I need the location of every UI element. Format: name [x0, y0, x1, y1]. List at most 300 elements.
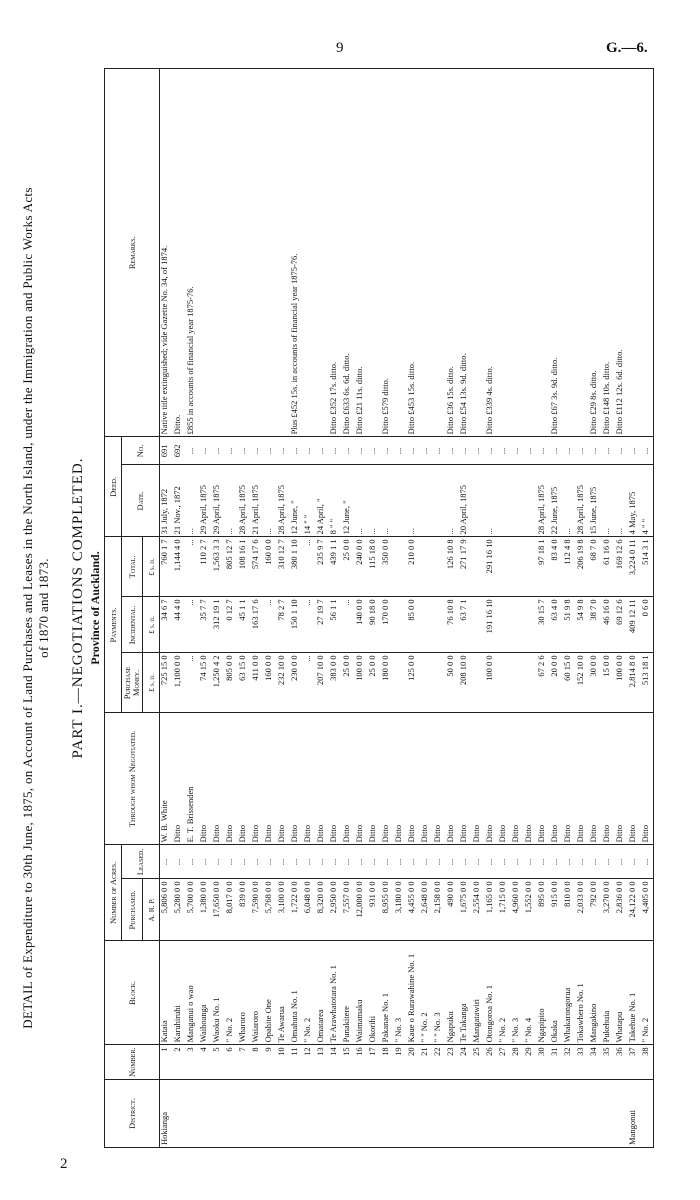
cell-block: Opahite One: [264, 941, 277, 1045]
cell-acres: 810 0 0: [563, 879, 576, 941]
cell-tot: 271 17 9: [459, 537, 472, 597]
cell-n: 19: [394, 1045, 407, 1080]
cell-remarks: Ditto £579 ditto.: [381, 69, 394, 437]
cell-inc: [420, 597, 433, 653]
cell-through: Ditto: [524, 713, 537, 845]
cell-block: Tokawhero No. 1: [576, 941, 589, 1045]
cell-through: Ditto: [459, 713, 472, 845]
cell-no: ...: [628, 437, 641, 465]
col-block: Block.: [105, 941, 160, 1045]
cell-n: 20: [407, 1045, 420, 1080]
cell-tot: ...: [303, 537, 316, 597]
cell-through: Ditto: [511, 713, 524, 845]
col-through: Through whom Negotiated.: [105, 713, 160, 845]
table-row: [550, 69, 563, 1148]
cell-date: 15 June, 1875: [589, 465, 602, 537]
cell-pm: 383 0 0: [329, 653, 342, 713]
cell-n: 21: [420, 1045, 433, 1080]
cell-remarks: [563, 69, 576, 437]
cell-no: ...: [550, 437, 563, 465]
table-row: [173, 69, 186, 1148]
cell-leased: ...: [615, 845, 628, 879]
cell-date: ...: [355, 465, 368, 537]
cell-district: [563, 1080, 576, 1148]
cell-block: Takehue No. 1: [628, 941, 641, 1045]
cell-date: ...: [407, 465, 420, 537]
cell-acres: 2,554 0 0: [472, 879, 485, 941]
cell-block: Waihoanga: [199, 941, 212, 1045]
cell-inc: 51 9 8: [563, 597, 576, 653]
cell-leased: ...: [537, 845, 550, 879]
cell-through: Ditto: [563, 713, 576, 845]
table-row: [420, 69, 433, 1148]
cell-district: [394, 1080, 407, 1148]
cell-no: ...: [641, 437, 654, 465]
cell-pm: 232 10 0: [277, 653, 290, 713]
cell-pm: ...: [186, 653, 199, 713]
cell-acres: 839 0 0: [238, 879, 251, 941]
cell-tot: 805 12 7: [225, 537, 238, 597]
cell-remarks: [511, 69, 524, 437]
cell-district: [290, 1080, 303, 1148]
table-row: [394, 69, 407, 1148]
cell-district: [459, 1080, 472, 1148]
cell-acres: 2,950 0 0: [329, 879, 342, 941]
cell-n: 25: [472, 1045, 485, 1080]
col-district: District.: [105, 1080, 160, 1148]
table-row: [316, 69, 329, 1148]
col-total: Total.: [122, 537, 143, 597]
cell-n: 11: [290, 1045, 303, 1080]
cell-acres: 1,722 0 0: [290, 879, 303, 941]
col-purchase-money: Purchase Money.: [122, 653, 143, 713]
cell-acres: 5,280 0 0: [173, 879, 186, 941]
cell-district: [485, 1080, 498, 1148]
cell-date: 24 April, ": [316, 465, 329, 537]
cell-tot: 240 0 0: [355, 537, 368, 597]
cell-n: 5: [212, 1045, 225, 1080]
cell-no: ...: [537, 437, 550, 465]
cell-leased: ...: [511, 845, 524, 879]
cell-through: W. B. White: [160, 713, 173, 845]
cell-block: Okorihi: [368, 941, 381, 1045]
cell-pm: [394, 653, 407, 713]
cell-remarks: [225, 69, 238, 437]
cell-inc: 35 7 7: [199, 597, 212, 653]
cell-remarks: Ditto £21 11s. ditto.: [355, 69, 368, 437]
cell-acres: 2,836 0 0: [615, 879, 628, 941]
cell-acres: 1,715 0 0: [498, 879, 511, 941]
cell-tot: 514 3 1: [641, 537, 654, 597]
cell-inc: [524, 597, 537, 653]
cell-block: Whatapu: [615, 941, 628, 1045]
cell-remarks: [316, 69, 329, 437]
cell-remarks: Ditto £148 10s. ditto.: [602, 69, 615, 437]
cell-through: Ditto: [212, 713, 225, 845]
cell-block: Te Arawhatotara No. 1: [329, 941, 342, 1045]
cell-block: " No. 3: [394, 941, 407, 1045]
land-purchase-table: [104, 68, 654, 1148]
col-acres: Number of Acres.: [105, 845, 122, 941]
table-row: [342, 69, 355, 1148]
cell-district: [615, 1080, 628, 1148]
cell-through: Ditto: [303, 713, 316, 845]
cell-leased: ...: [303, 845, 316, 879]
cell-block: Pukehuia: [602, 941, 615, 1045]
cell-district: [641, 1080, 654, 1148]
cell-pm: 1,100 0 0: [173, 653, 186, 713]
unit-lsd-incidental: £ s. d.: [143, 597, 160, 653]
cell-block: Punakitere: [342, 941, 355, 1045]
cell-no: ...: [576, 437, 589, 465]
cell-n: 31: [550, 1045, 563, 1080]
cell-leased: ...: [641, 845, 654, 879]
table-row: [628, 69, 641, 1148]
cell-inc: 46 16 0: [602, 597, 615, 653]
cell-date: [433, 465, 446, 537]
cell-remarks: Ditto.: [173, 69, 186, 437]
cell-no: ...: [381, 437, 394, 465]
cell-tot: 83 4 0: [550, 537, 563, 597]
cell-n: 9: [264, 1045, 277, 1080]
cell-acres: 17,650 0 0: [212, 879, 225, 941]
cell-acres: 2,158 0 0: [433, 879, 446, 941]
cell-no: ...: [290, 437, 303, 465]
cell-date: [472, 465, 485, 537]
table-row: [472, 69, 485, 1148]
cell-tot: 61 16 0: [602, 537, 615, 597]
cell-n: 18: [381, 1045, 394, 1080]
cell-block: Manganui o wao: [186, 941, 199, 1045]
cell-pm: 208 10 0: [459, 653, 472, 713]
cell-acres: 24,122 0 0: [628, 879, 641, 941]
cell-n: 23: [446, 1045, 459, 1080]
cell-leased: ...: [173, 845, 186, 879]
cell-acres: 915 0 0: [550, 879, 563, 941]
cell-through: Ditto: [368, 713, 381, 845]
cell-pm: [511, 653, 524, 713]
cell-remarks: [576, 69, 589, 437]
cell-n: 35: [602, 1045, 615, 1080]
cell-inc: 191 16 10: [485, 597, 498, 653]
cell-leased: ...: [368, 845, 381, 879]
cell-tot: [511, 537, 524, 597]
cell-no: 692: [173, 437, 186, 465]
cell-date: 28 April, 1875: [277, 465, 290, 537]
cell-inc: ...: [342, 597, 355, 653]
cell-block: Otongoroa No. 1: [485, 941, 498, 1045]
cell-block: " No. 4: [524, 941, 537, 1045]
cell-date: ...: [563, 465, 576, 537]
cell-through: Ditto: [576, 713, 589, 845]
cell-inc: [511, 597, 524, 653]
cell-acres: 3,100 0 0: [277, 879, 290, 941]
cell-acres: 5,768 0 0: [264, 879, 277, 941]
cell-n: 4: [199, 1045, 212, 1080]
cell-date: ...: [602, 465, 615, 537]
cell-n: 13: [316, 1045, 329, 1080]
cell-block: " " No. 3: [433, 941, 446, 1045]
cell-tot: [394, 537, 407, 597]
col-remarks: Remarks.: [105, 69, 160, 437]
cell-inc: 0 6 0: [641, 597, 654, 653]
cell-tot: 235 9 7: [316, 537, 329, 597]
cell-pm: 67 2 6: [537, 653, 550, 713]
cell-acres: 12,000 0 0: [355, 879, 368, 941]
cell-leased: ...: [355, 845, 368, 879]
cell-remarks: Ditto £352 17s. ditto.: [329, 69, 342, 437]
cell-district: [342, 1080, 355, 1148]
cell-tot: 97 18 1: [537, 537, 550, 597]
cell-n: 7: [238, 1045, 251, 1080]
cell-through: Ditto: [381, 713, 394, 845]
table-row: [381, 69, 394, 1148]
cell-no: ...: [394, 437, 407, 465]
cell-leased: ...: [342, 845, 355, 879]
cell-remarks: £855 in accounts of financial year 1875-76.: [186, 69, 199, 437]
cell-no: ...: [251, 437, 264, 465]
cell-block: Ngapuku: [446, 941, 459, 1045]
unit-lsd-total: £ s. d.: [143, 537, 160, 597]
heading-line-1: DETAIL of Expenditure to 30th June, 1875, on Account of Land Purchases and Leases in the North Island, under the Immigration and Public Works Acts: [20, 187, 35, 1029]
cell-date: 31 July, 1872: [160, 465, 173, 537]
cell-pm: 411 0 0: [251, 653, 264, 713]
cell-through: Ditto: [342, 713, 355, 845]
cell-inc: 90 18 0: [368, 597, 381, 653]
cell-pm: 725 15 0: [160, 653, 173, 713]
cell-acres: 7,590 0 0: [251, 879, 264, 941]
heading-line-2: of 1870 and 1873.: [36, 558, 51, 658]
cell-inc: 63 4 0: [550, 597, 563, 653]
cell-district: [602, 1080, 615, 1148]
cell-no: ...: [589, 437, 602, 465]
cell-date: 20 April, 1875: [459, 465, 472, 537]
table-row: [485, 69, 498, 1148]
cell-tot: [498, 537, 511, 597]
cell-district: [537, 1080, 550, 1148]
cell-through: Ditto: [316, 713, 329, 845]
cell-district: [550, 1080, 563, 1148]
cell-date: [498, 465, 511, 537]
cell-inc: [433, 597, 446, 653]
cell-pm: [498, 653, 511, 713]
cell-remarks: [264, 69, 277, 437]
cell-inc: 312 19 1: [212, 597, 225, 653]
cell-n: 26: [485, 1045, 498, 1080]
cell-remarks: [199, 69, 212, 437]
cell-block: " " No. 2: [420, 941, 433, 1045]
cell-leased: ...: [277, 845, 290, 879]
cell-pm: [433, 653, 446, 713]
cell-no: ...: [329, 437, 342, 465]
table-row: [199, 69, 212, 1148]
cell-leased: ...: [212, 845, 225, 879]
cell-leased: ...: [238, 845, 251, 879]
cell-district: [589, 1080, 602, 1148]
cell-block: " No. 3: [511, 941, 524, 1045]
table-row: [576, 69, 589, 1148]
cell-acres: 490 0 0: [446, 879, 459, 941]
cell-acres: 5,806 0 0: [160, 879, 173, 941]
cell-n: 24: [459, 1045, 472, 1080]
cell-through: Ditto: [433, 713, 446, 845]
cell-district: Mangonui: [628, 1080, 641, 1148]
cell-district: [368, 1080, 381, 1148]
cell-leased: ...: [576, 845, 589, 879]
cell-district: [303, 1080, 316, 1148]
cell-date: 28 April, 1875: [576, 465, 589, 537]
cell-block: Whakarongorua: [563, 941, 576, 1045]
cell-remarks: [303, 69, 316, 437]
cell-pm: 805 0 0: [225, 653, 238, 713]
cell-block: Karuhiruhi: [173, 941, 186, 1045]
cell-through: Ditto: [290, 713, 303, 845]
table-row: [264, 69, 277, 1148]
cell-inc: 78 2 7: [277, 597, 290, 653]
table-row: [589, 69, 602, 1148]
cell-through: Ditto: [394, 713, 407, 845]
cell-tot: [472, 537, 485, 597]
table-row: [160, 69, 173, 1148]
cell-pm: ...: [303, 653, 316, 713]
cell-tot: 115 18 0: [368, 537, 381, 597]
cell-pm: 125 0 0: [407, 653, 420, 713]
cell-leased: ...: [290, 845, 303, 879]
cell-leased: ...: [498, 845, 511, 879]
table-row: [238, 69, 251, 1148]
cell-pm: 230 0 0: [290, 653, 303, 713]
cell-tot: 108 16 1: [238, 537, 251, 597]
cell-district: [212, 1080, 225, 1148]
cell-acres: 6,048 0 0: [303, 879, 316, 941]
cell-through: Ditto: [446, 713, 459, 845]
cell-block: " No. 2: [303, 941, 316, 1045]
cell-acres: 3,270 0 0: [602, 879, 615, 941]
province-title: Province of Auckland.: [88, 551, 102, 665]
cell-remarks: Ditto £453 15s. ditto.: [407, 69, 420, 437]
cell-remarks: Ditto £112 12s. 6d. ditto.: [615, 69, 628, 437]
cell-date: 28 April, 1875: [537, 465, 550, 537]
cell-tot: [433, 537, 446, 597]
cell-leased: ...: [420, 845, 433, 879]
cell-acres: 4,405 0 0: [641, 879, 654, 941]
cell-remarks: [394, 69, 407, 437]
cell-pm: 160 0 0: [264, 653, 277, 713]
cell-date: 28 April, 1875: [238, 465, 251, 537]
cell-tot: 760 1 7: [160, 537, 173, 597]
cell-inc: [394, 597, 407, 653]
table-row: [615, 69, 628, 1148]
unit-arp: A. R. P.: [143, 879, 160, 941]
cell-pm: 74 15 0: [199, 653, 212, 713]
cell-n: 2: [173, 1045, 186, 1080]
cell-district: [186, 1080, 199, 1148]
cell-through: Ditto: [602, 713, 615, 845]
cell-pm: 152 10 0: [576, 653, 589, 713]
cell-block: Te Awarua: [277, 941, 290, 1045]
cell-no: ...: [511, 437, 524, 465]
cell-inc: 163 17 6: [251, 597, 264, 653]
col-leased: Leased.: [122, 845, 160, 879]
cell-remarks: [368, 69, 381, 437]
cell-district: [251, 1080, 264, 1148]
cell-leased: ...: [485, 845, 498, 879]
cell-leased: ...: [251, 845, 264, 879]
cell-pm: [524, 653, 537, 713]
cell-pm: 25 0 0: [368, 653, 381, 713]
table-row: [225, 69, 238, 1148]
table-row: [212, 69, 225, 1148]
cell-n: 36: [615, 1045, 628, 1080]
cell-inc: 170 0 0: [381, 597, 394, 653]
cell-remarks: Ditto £67 3s. 9d. ditto.: [550, 69, 563, 437]
cell-pm: 180 0 0: [381, 653, 394, 713]
cell-district: [472, 1080, 485, 1148]
cell-tot: 1,144 4 0: [173, 537, 186, 597]
cell-acres: 2,033 0 0: [576, 879, 589, 941]
cell-date: 12 June, ": [290, 465, 303, 537]
cell-pm: 100 0 0: [615, 653, 628, 713]
cell-remarks: [433, 69, 446, 437]
cell-acres: 792 0 0: [589, 879, 602, 941]
cell-tot: 291 16 10: [485, 537, 498, 597]
cell-acres: 1,552 0 0: [524, 879, 537, 941]
cell-through: Ditto: [537, 713, 550, 845]
cell-leased: ...: [225, 845, 238, 879]
cell-district: [199, 1080, 212, 1148]
document-heading: [20, 68, 52, 1148]
table-row: [641, 69, 654, 1148]
cell-remarks: [212, 69, 225, 437]
cell-inc: 76 10 8: [446, 597, 459, 653]
cell-n: 16: [355, 1045, 368, 1080]
cell-n: 29: [524, 1045, 537, 1080]
cell-n: 32: [563, 1045, 576, 1080]
cell-district: [355, 1080, 368, 1148]
cell-remarks: [238, 69, 251, 437]
cell-tot: 110 2 7: [199, 537, 212, 597]
cell-n: 27: [498, 1045, 511, 1080]
table-row: [303, 69, 316, 1148]
cell-tot: 574 17 6: [251, 537, 264, 597]
cell-district: [576, 1080, 589, 1148]
cell-inc: 85 0 0: [407, 597, 420, 653]
table-row: [459, 69, 472, 1148]
cell-remarks: [524, 69, 537, 437]
cell-acres: 8,955 0 0: [381, 879, 394, 941]
cell-through: Ditto: [498, 713, 511, 845]
cell-n: 37: [628, 1045, 641, 1080]
cell-acres: 7,557 0 0: [342, 879, 355, 941]
cell-leased: ...: [433, 845, 446, 879]
cell-through: Ditto: [173, 713, 186, 845]
cell-pm: 207 10 0: [316, 653, 329, 713]
cell-district: Hokianga: [160, 1080, 173, 1148]
cell-tot: ...: [186, 537, 199, 597]
table-row: [524, 69, 537, 1148]
cell-district: [238, 1080, 251, 1148]
cell-district: [420, 1080, 433, 1148]
cell-tot: 1,563 3 3: [212, 537, 225, 597]
cell-leased: ...: [563, 845, 576, 879]
cell-through: Ditto: [238, 713, 251, 845]
cell-n: 30: [537, 1045, 550, 1080]
cell-through: Ditto: [407, 713, 420, 845]
cell-through: Ditto: [277, 713, 290, 845]
cell-no: ...: [433, 437, 446, 465]
cell-tot: 25 0 0: [342, 537, 355, 597]
cell-no: ...: [615, 437, 628, 465]
